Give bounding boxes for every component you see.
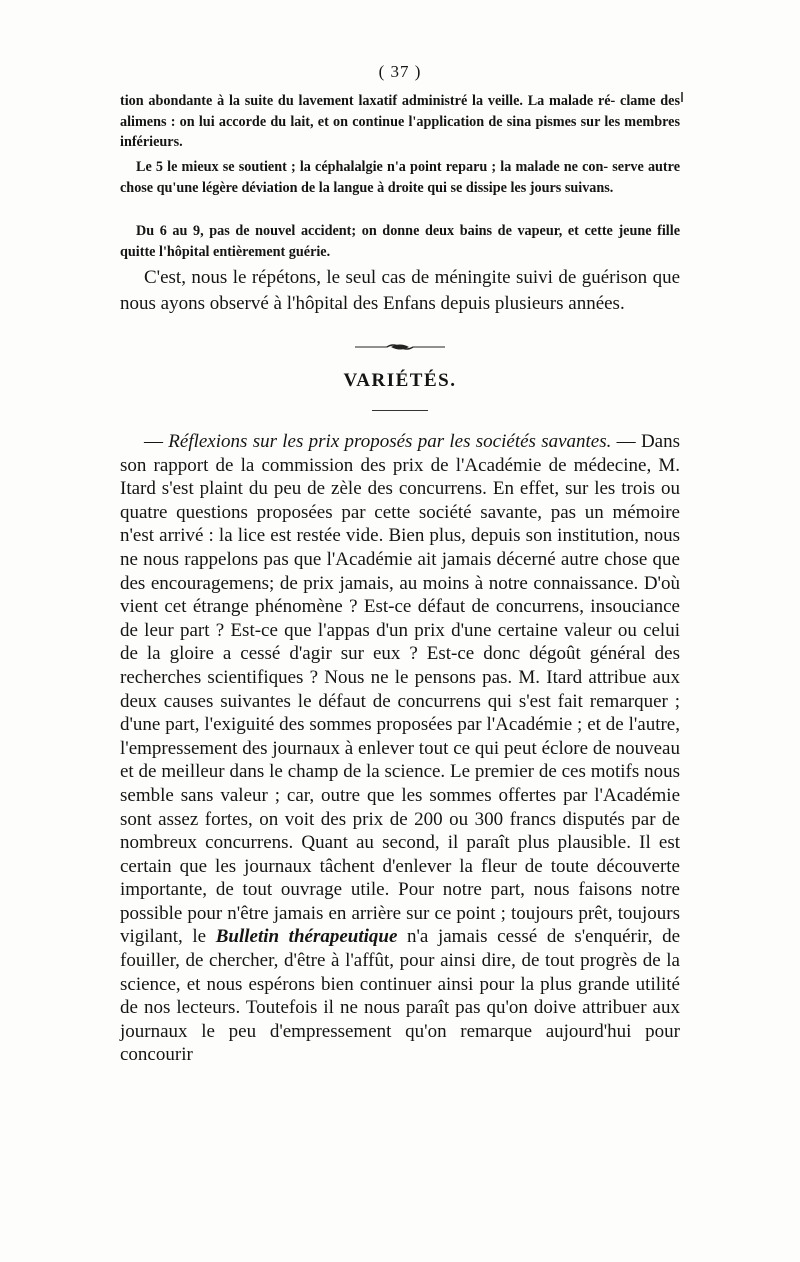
article-paragraph (120, 430, 680, 1067)
article-title (144, 431, 636, 452)
case-paragraph-3-text: Du 6 au 9, pas de nouvel accident; on donne deux bains de vapeur, et cette jeune fille quitte l'hôpital entièrement guérie. (120, 223, 680, 260)
conclusion-paragraph (120, 265, 680, 317)
case-paragraph-2-text: Le 5 le mieux se soutient ; la céphalalgie n'a point reparu ; la malade ne con- serve autre chose qu'une légère déviation de la langue à droite qui se dissipe les jours suivans. (120, 159, 680, 196)
ornament-divider (355, 342, 445, 352)
article-body-part1: Dans son rapport de la commission des prix de l'Académie de médecine, M. Itard s'est plaint du peu de zèle des concurrens. En effet, sur les trois ou quatre questions proposées par cette société savante, pas un mémoire n'est arrivé : la lice est restée vide. Bien plus, depuis son institution, nous ne nous rappelons pas que l'Académie ait jamais décerné autre chose que des encouragemens; de prix jamais, au moins à notre connaissance. D'où vient cet étrange phénomène ? Est-ce défaut de concurrens, insouciance de leur part ? Est-ce que l'appas d'un prix d'une certaine valeur ou celui de la gloire a cessé d'agir sur eux ? Est-ce donc dégoût général des recherches scientifiques ? Nous ne le pensons pas. M. Itard attribue aux deux causes suivantes le défaut de concurrens qui s'est fait remarquer ; d'une part, l'exiguité des sommes proposées par l'Académie ; et de l'autre, l'empressement des journaux à enlever tout ce qui peut éclore de nouveau et de meilleur dans le champ de la science. Le premier de ces motifs nous semble sans valeur ; car, outre que les sommes offertes par l'Académie sont assez fortes, on voit des prix de 200 ou 300 francs disputés par de nombreux concurrens. Quant au second, il paraît plus plausible. Il est certain que les journaux tâchent d'enlever la fleur de toute découverte importante, de tout ouvrage utile. Pour notre part, nous faisons notre possible pour n'être jamais en arrière sur ce point ; toujours prêt, toujours vigilant, le (120, 431, 680, 948)
article-body (120, 430, 680, 1067)
case-paragraph-1 (120, 91, 680, 153)
article-body-part2: n'a jamais cessé de s'enquérir, de fouiller, de chercher, d'être à l'affût, pour ainsi dire, de tout progrès de la science, et nous espérons bien continuer ainsi pour la plus grande utilité de nos lecteurs. Toutefois il ne nous paraît pas qu'on doive attribuer aux journaux le peu d'empressement qu'on remarque aujourd'hui pour concourir (120, 926, 681, 1066)
case-paragraph-1-text: tion abondante à la suite du lavement laxatif administré la veille. La malade ré- clame des alimens : on lui accorde du lait, et on continue l'application de sina pismes sur les membres inférieurs. (120, 93, 680, 150)
journal-name: Bulletin thérapeutique (215, 926, 398, 948)
title-dash-close: — (611, 431, 636, 452)
margin-mark (681, 92, 683, 102)
section-rule (372, 410, 428, 411)
page-number: ( 37 ) (378, 62, 422, 81)
title-dash-open: — (144, 431, 169, 452)
section-title: VARIÉTÉS. (343, 370, 457, 391)
case-paragraph-3 (120, 221, 680, 262)
conclusion-text: C'est, nous le répétons, le seul cas de méningite suivi de guérison que nous ayons observé à l'hôpital des Enfans depuis plusieurs années. (120, 267, 680, 314)
article-title-text: Réflexions sur les prix proposés par les sociétés savantes. (168, 431, 612, 452)
case-paragraph-2 (120, 157, 680, 198)
